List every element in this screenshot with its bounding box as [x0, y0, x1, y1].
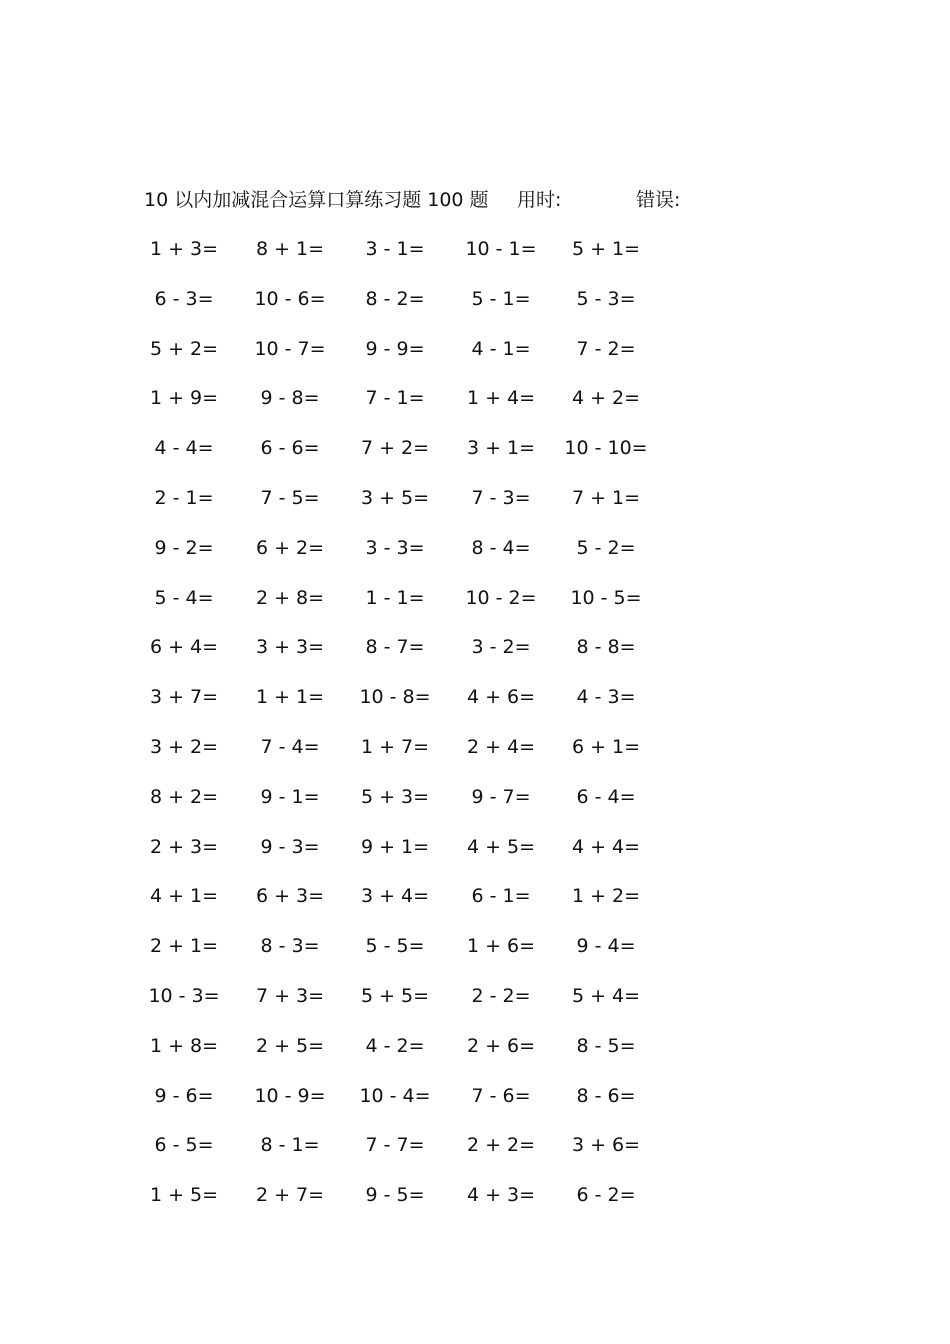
- problem-cell: 4 + 1=: [149, 885, 219, 908]
- problem-cell: 4 + 2=: [571, 387, 641, 410]
- problem-cell: 6 - 6=: [260, 437, 320, 460]
- problem-cell: 7 - 1=: [365, 387, 425, 410]
- problem-cell: 8 - 3=: [260, 935, 320, 958]
- problem-cell: 5 - 1=: [471, 287, 531, 310]
- problem-cell: 9 - 2=: [154, 536, 214, 559]
- problem-cell: 9 + 1=: [360, 835, 430, 858]
- problem-cell: 9 - 8=: [260, 387, 320, 410]
- problem-cell: 1 + 6=: [466, 935, 536, 958]
- problem-cell: 10 - 9=: [254, 1084, 326, 1107]
- problem-row: [130, 680, 710, 730]
- problem-cell: 1 + 2=: [571, 885, 641, 908]
- problem-cell: 3 - 1=: [365, 238, 425, 260]
- problem-cell: 10 - 6=: [254, 287, 326, 310]
- problem-row: [130, 1128, 710, 1178]
- problem-cell: 2 + 7=: [255, 1184, 325, 1207]
- problem-cell: 6 + 4=: [149, 636, 219, 659]
- problem-cell: 3 + 1=: [466, 437, 536, 460]
- problem-cell: 7 - 5=: [260, 486, 320, 509]
- problem-row: [130, 780, 710, 830]
- problem-row: [130, 1029, 710, 1079]
- errors-label: 错误:: [636, 189, 681, 211]
- problem-cell: 3 + 3=: [255, 636, 325, 659]
- problem-cell: 8 - 7=: [365, 636, 425, 659]
- problem-cell: 9 - 7=: [471, 785, 531, 808]
- problem-cell: 2 + 1=: [149, 935, 219, 958]
- problem-cell: 1 + 5=: [149, 1184, 219, 1207]
- problem-cell: 3 + 2=: [149, 735, 219, 758]
- problem-cell: 7 - 7=: [365, 1134, 425, 1157]
- problem-cell: 4 - 3=: [576, 686, 636, 709]
- problem-row: [130, 232, 710, 282]
- problem-row: [130, 979, 710, 1029]
- problem-cell: 10 - 8=: [359, 686, 431, 709]
- problem-row: [130, 581, 710, 631]
- problem-row: [130, 879, 710, 929]
- time-used-label: 用时:: [517, 189, 562, 211]
- problem-cell: 8 - 5=: [576, 1034, 636, 1057]
- worksheet-header: [144, 186, 784, 214]
- problem-cell: 10 - 1=: [465, 238, 537, 260]
- problem-cell: 2 + 3=: [149, 835, 219, 858]
- problem-cell: 6 - 4=: [576, 785, 636, 808]
- problem-cell: 8 - 1=: [260, 1134, 320, 1157]
- problem-cell: 2 + 8=: [255, 586, 325, 609]
- problem-cell: 5 + 4=: [571, 984, 641, 1007]
- problem-cell: 5 - 4=: [154, 586, 214, 609]
- problem-cell: 9 - 5=: [365, 1184, 425, 1207]
- problem-cell: 4 + 3=: [466, 1184, 536, 1207]
- problem-cell: 5 + 2=: [149, 337, 219, 360]
- problem-row: [130, 531, 710, 581]
- problem-cell: 4 + 4=: [571, 835, 641, 858]
- problem-row: [130, 332, 710, 382]
- problem-cell: 6 + 3=: [255, 885, 325, 908]
- problem-row: [130, 282, 710, 332]
- problem-cell: 10 - 3=: [148, 984, 220, 1007]
- problem-cell: 9 - 6=: [154, 1084, 214, 1107]
- problem-cell: 2 + 5=: [255, 1034, 325, 1057]
- problem-cell: 8 - 2=: [365, 287, 425, 310]
- problem-cell: 9 - 1=: [260, 785, 320, 808]
- problem-cell: 7 - 4=: [260, 735, 320, 758]
- problem-cell: 10 - 2=: [465, 586, 537, 609]
- problem-cell: 8 - 8=: [576, 636, 636, 659]
- problem-cell: 4 - 4=: [154, 437, 214, 460]
- problem-cell: 9 - 9=: [365, 337, 425, 360]
- problem-cell: 4 - 1=: [471, 337, 531, 360]
- problem-cell: 3 - 3=: [365, 536, 425, 559]
- problem-cell: 5 - 2=: [576, 536, 636, 559]
- problem-cell: 2 + 2=: [466, 1134, 536, 1157]
- problem-cell: 8 - 4=: [471, 536, 531, 559]
- problem-cell: 1 + 9=: [149, 387, 219, 410]
- problem-cell: 2 + 6=: [466, 1034, 536, 1057]
- problem-cell: 8 - 6=: [576, 1084, 636, 1107]
- problem-cell: 3 - 2=: [471, 636, 531, 659]
- problem-cell: 1 + 8=: [149, 1034, 219, 1057]
- problem-cell: 2 + 4=: [466, 735, 536, 758]
- problem-cell: 10 - 10=: [564, 437, 648, 460]
- problem-cell: 7 - 6=: [471, 1084, 531, 1107]
- problem-cell: 6 - 2=: [576, 1184, 636, 1207]
- problem-cell: 1 - 1=: [365, 586, 425, 609]
- problem-cell: 3 + 7=: [149, 686, 219, 709]
- problem-row: [130, 830, 710, 880]
- problem-row: [130, 730, 710, 780]
- problem-cell: 1 + 3=: [149, 238, 219, 260]
- problem-cell: 7 - 3=: [471, 486, 531, 509]
- problem-cell: 6 + 2=: [255, 536, 325, 559]
- problem-row: [130, 431, 710, 481]
- problem-cell: 7 + 2=: [360, 437, 430, 460]
- problem-cell: 2 - 2=: [471, 984, 531, 1007]
- problem-cell: 1 + 1=: [255, 686, 325, 709]
- problem-cell: 6 - 3=: [154, 287, 214, 310]
- problem-row: [130, 1079, 710, 1129]
- problem-cell: 9 - 3=: [260, 835, 320, 858]
- problem-row: [130, 381, 710, 431]
- worksheet-title: 10 以内加减混合运算口算练习题 100 题: [144, 189, 489, 211]
- problem-cell: 5 - 3=: [576, 287, 636, 310]
- problem-cell: 4 + 5=: [466, 835, 536, 858]
- problem-cell: 1 + 7=: [360, 735, 430, 758]
- problem-cell: 3 + 6=: [571, 1134, 641, 1157]
- problem-cell: 5 + 5=: [360, 984, 430, 1007]
- problem-cell: 10 - 7=: [254, 337, 326, 360]
- problem-row: [130, 1178, 710, 1228]
- problem-cell: 10 - 4=: [359, 1084, 431, 1107]
- problem-cell: 7 - 2=: [576, 337, 636, 360]
- problem-cell: 1 + 4=: [466, 387, 536, 410]
- problem-row: [130, 481, 710, 531]
- problem-cell: 7 + 1=: [571, 486, 641, 509]
- problem-cell: 3 + 4=: [360, 885, 430, 908]
- problem-cell: 4 + 6=: [466, 686, 536, 709]
- problem-cell: 5 + 1=: [571, 238, 641, 260]
- problem-grid: [130, 232, 710, 1228]
- problem-cell: 4 - 2=: [365, 1034, 425, 1057]
- problem-cell: 7 + 3=: [255, 984, 325, 1007]
- problem-cell: 6 + 1=: [571, 735, 641, 758]
- problem-cell: 9 - 4=: [576, 935, 636, 958]
- problem-cell: 8 + 2=: [149, 785, 219, 808]
- problem-row: [130, 630, 710, 680]
- problem-cell: 2 - 1=: [154, 486, 214, 509]
- problem-cell: 10 - 5=: [570, 586, 642, 609]
- problem-cell: 6 - 1=: [471, 885, 531, 908]
- problem-cell: 6 - 5=: [154, 1134, 214, 1157]
- problem-cell: 8 + 1=: [255, 238, 325, 260]
- problem-row: [130, 929, 710, 979]
- problem-cell: 3 + 5=: [360, 486, 430, 509]
- problem-cell: 5 - 5=: [365, 935, 425, 958]
- problem-cell: 5 + 3=: [360, 785, 430, 808]
